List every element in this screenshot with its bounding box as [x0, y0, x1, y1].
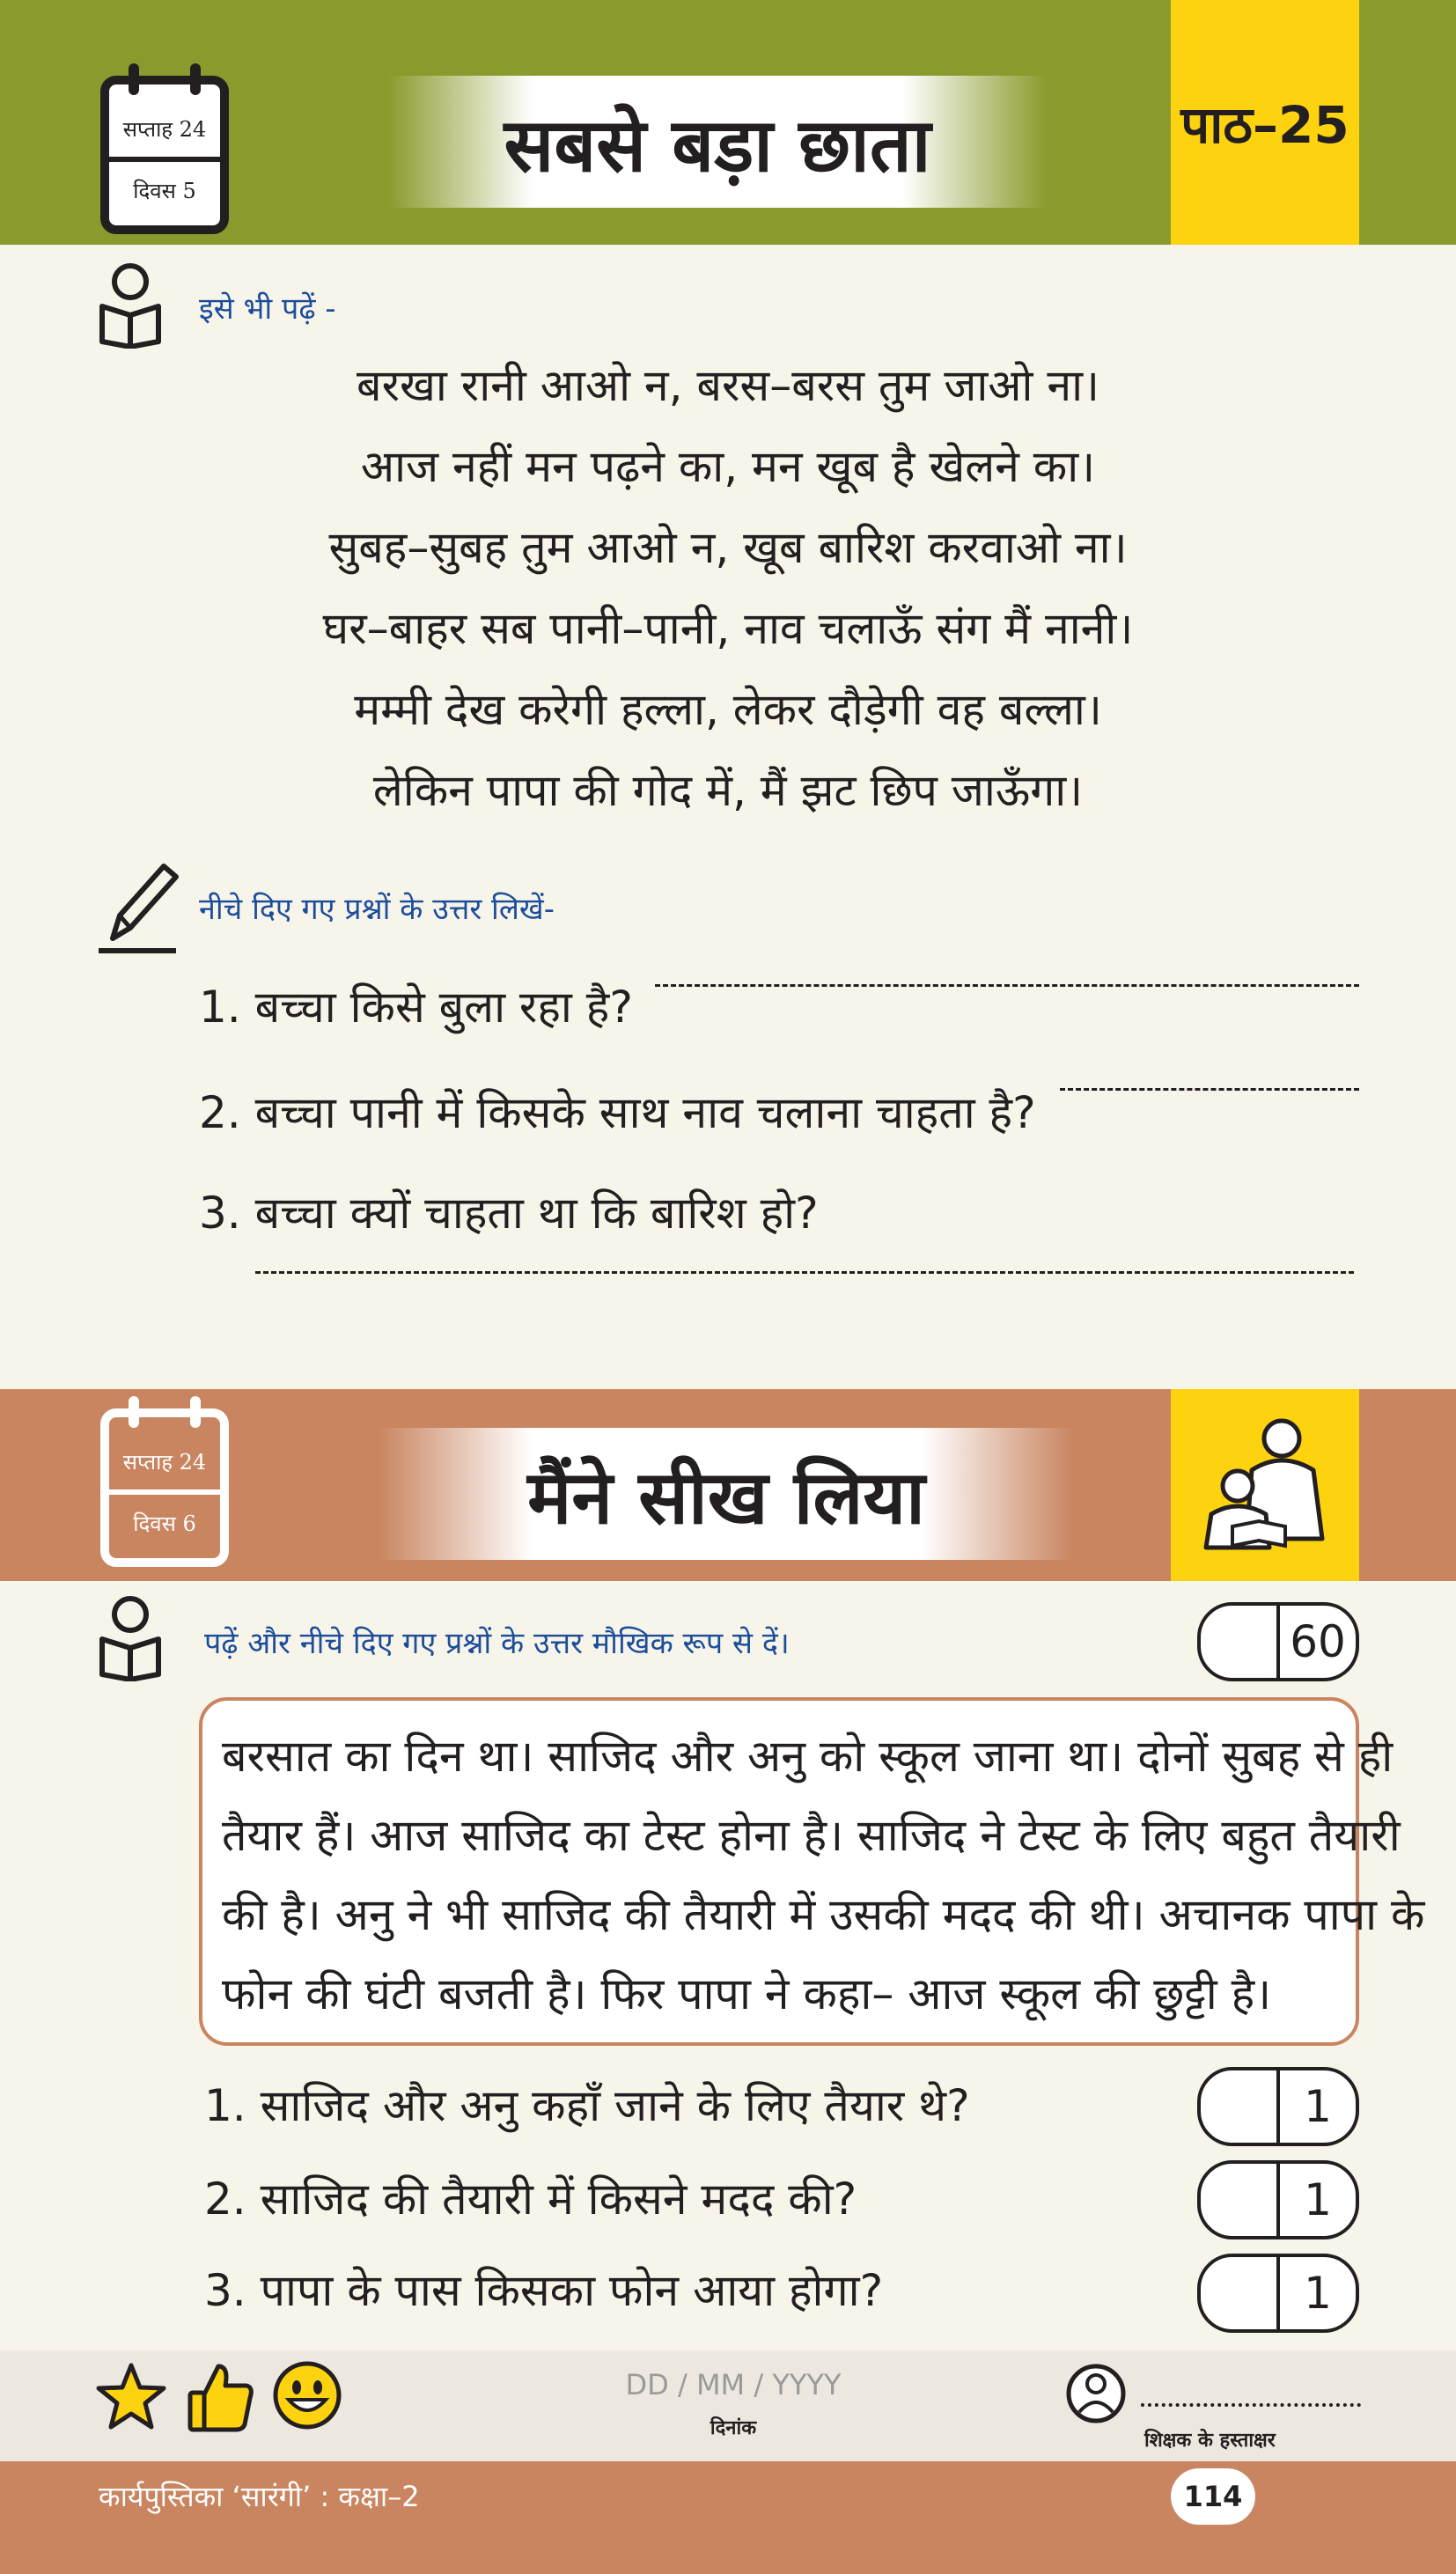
signature-label: शिक्षक के हस्ताक्षर [1144, 2430, 1276, 2452]
poem-line: लेकिन पापा की गोद में, मैं झट छिप जाऊँगा। [372, 765, 1084, 816]
calendar-ring [129, 63, 139, 95]
calendar-week: सप्ताह 24 [122, 1450, 207, 1475]
poem-line: बरखा रानी आओ न, बरस–बरस तुम जाओ ना। [357, 360, 1099, 411]
calendar-icon [100, 1408, 229, 1567]
answer-line[interactable] [255, 1271, 1354, 1274]
poem-line: मम्मी देख करेगी हल्ला, लेकर दौड़ेगी वह बल्ला। [354, 684, 1102, 735]
answer-line[interactable] [1060, 1088, 1359, 1091]
question-1: 1. बच्चा किसे बुला रहा है? [199, 982, 633, 1033]
oral-question-1: 1. साजिद और अनु कहाँ जाने के लिए तैयार थे? [204, 2080, 970, 2131]
poem [0, 345, 1456, 831]
total-score-box [1197, 1602, 1359, 1681]
oral-question-3: 3. पापा के पास किसका फोन आया होगा? [204, 2265, 884, 2316]
elders-reading-icon [1171, 1389, 1359, 1581]
thumbs-up-icon[interactable] [185, 2359, 255, 2435]
reading-icon [95, 1593, 165, 1681]
question-3: 3. बच्चा क्यों चाहता था कि बारिश हो? [199, 1188, 819, 1239]
page-number: 114 [1171, 2468, 1255, 2525]
story-line: फोन की घंटी बजती है। फिर पापा ने कहा– आज स्कूल की छुट्टी है। [222, 1968, 1272, 2019]
question-score-box [1197, 2160, 1359, 2239]
star-icon[interactable] [95, 2361, 167, 2433]
date-format[interactable]: DD / MM / YYYY [625, 2368, 842, 2401]
calendar-week: सप्ताह 24 [122, 117, 207, 142]
calendar-ring [190, 63, 201, 95]
date-field[interactable] [623, 2368, 843, 2440]
lesson2-title: मैंने सीख लिया [379, 1428, 1074, 1560]
pencil-icon [95, 857, 180, 956]
smiley-icon[interactable] [271, 2359, 343, 2431]
calendar-day: दिवस 6 [133, 1511, 196, 1536]
story-box [199, 1697, 1425, 2046]
question-score: 1 [1304, 2174, 1332, 2225]
oral-question-2: 2. साजिद की तैयारी में किसने मदद की? [204, 2173, 857, 2225]
date-label: दिनांक [710, 2417, 757, 2439]
teacher-icon [1065, 2361, 1127, 2426]
oral-instruction: पढ़ें और नीचे दिए गए प्रश्नों के उत्तर मौखिक रूप से दें। [204, 1626, 790, 1661]
story-line: बरसात का दिन था। साजिद और अनु को स्कूल जाना था। दोनों सुबह से ही [222, 1731, 1393, 1782]
elders-box [1171, 1389, 1359, 1581]
write-instruction: नीचे दिए गए प्रश्नों के उत्तर लिखें- [199, 892, 555, 927]
total-score: 60 [1290, 1616, 1346, 1667]
story-line: की है। अनु ने भी साजिद की तैयारी में उसकी मदद की थी। अचानक पापा के [222, 1889, 1425, 1940]
calendar-divider [109, 157, 220, 162]
poem-line: सुबह–सुबह तुम आओ न, खूब बारिश करवाओ ना। [328, 522, 1128, 573]
question-2: 2. बच्चा पानी में किसके साथ नाव चलाना चाहता है? [199, 1087, 1036, 1138]
calendar-day: दिवस 5 [133, 179, 196, 203]
calendar-ring [190, 1396, 201, 1428]
lesson1-title: सबसे बड़ा छाता [387, 76, 1048, 208]
calendar-icon [100, 76, 229, 234]
signature-line[interactable] [1141, 2403, 1361, 2407]
lesson-number: पाठ–25 [1171, 0, 1359, 245]
question-score-box [1197, 2067, 1359, 2146]
book-title: कार्यपुस्तिका ‘सारंगी’ : कक्षा–2 [99, 2480, 420, 2513]
poem-line: आज नहीं मन पढ़ने का, मन खूब है खेलने का। [360, 441, 1096, 492]
question-score: 1 [1304, 2081, 1332, 2132]
calendar-ring [129, 1396, 139, 1428]
answer-line[interactable] [655, 984, 1359, 987]
poem-line: घर–बाहर सब पानी–पानी, नाव चलाऊँ संग मैं नानी। [322, 603, 1134, 654]
story-line: तैयार हैं। आज साजिद का टेस्ट होना है। साजिद ने टेस्ट के लिए बहुत तैयारी [222, 1810, 1401, 1861]
calendar-divider [109, 1489, 220, 1495]
question-score-box [1197, 2254, 1359, 2333]
question-score: 1 [1304, 2268, 1332, 2319]
read-instruction: इसे भी पढ़ें - [199, 291, 336, 327]
reading-icon [95, 261, 165, 349]
